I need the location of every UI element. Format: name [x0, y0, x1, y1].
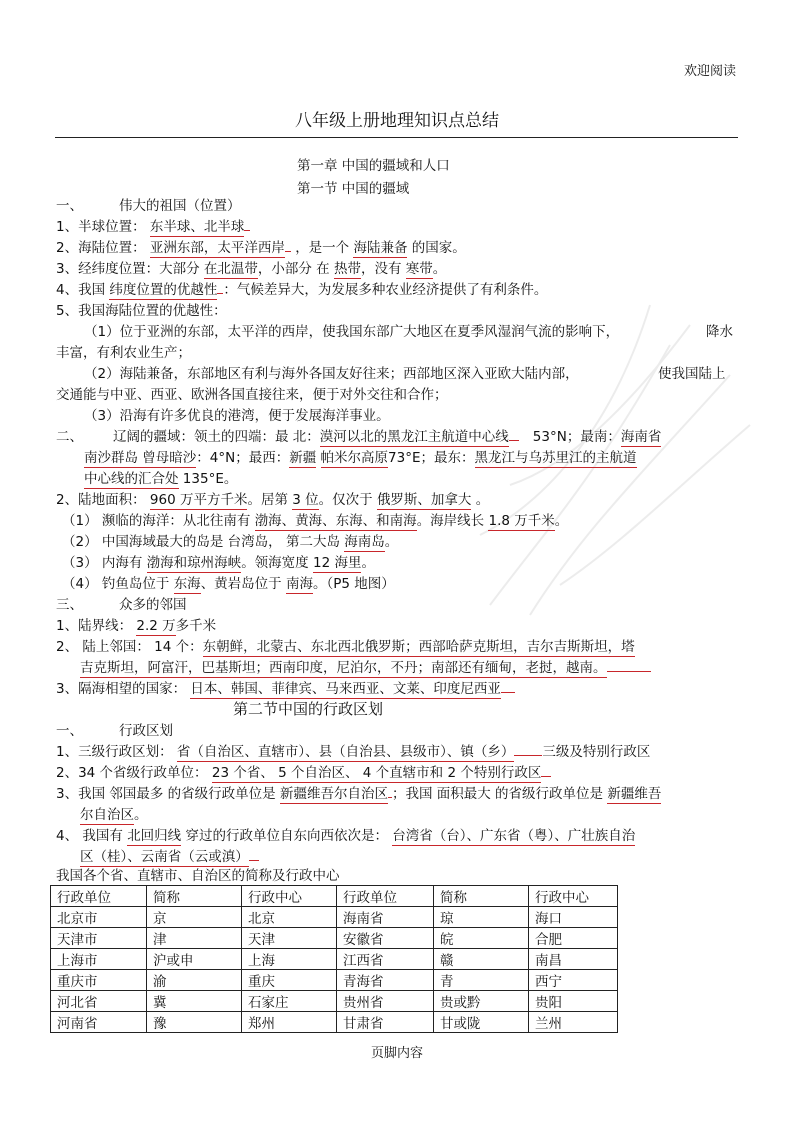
section2-line4: 尔自治区。: [80, 807, 148, 823]
title-rule: [55, 137, 738, 138]
table-cell: 海口: [529, 907, 618, 928]
section2-line1: 1、三级行政区划： 省（自治区、直辖市）、县（自治县、县级市）、镇（乡） 三级及特别行政区: [56, 744, 651, 760]
table-cell: 海南省: [337, 907, 434, 928]
table-cell: 琼: [434, 907, 529, 928]
part1-line9: 交通能与中亚、西亚、欧洲各国直接往来，便于对外交往和合作；: [56, 387, 448, 403]
part1-line8: （2）海陆兼备，东部地区有利与海外各国友好往来；西部地区深入亚欧大陆内部，: [84, 366, 579, 382]
table-header-row: [51, 886, 618, 907]
table-cell: 甘肃省: [337, 1012, 434, 1033]
table-cell: 渝: [147, 970, 242, 991]
table-cell: 西宁: [529, 970, 618, 991]
table-cell: 安徽省: [337, 928, 434, 949]
table-cell: 贵阳: [529, 991, 618, 1012]
table-row: [51, 949, 618, 970]
table-cell: 石家庄: [242, 991, 337, 1012]
table-header-cell: 简称: [434, 886, 529, 907]
part1-heading: 一、 伟大的祖国（位置）: [56, 198, 241, 214]
table-cell: 青海省: [337, 970, 434, 991]
table-cell: 重庆市: [51, 970, 147, 991]
table-cell: 北京: [242, 907, 337, 928]
header-text: 欢迎阅读: [683, 64, 736, 79]
table-caption: 我国各个省、直辖市、自治区的简称及行政中心: [56, 868, 340, 884]
table-cell: 沪或申: [147, 949, 242, 970]
part2-line6: （2） 中国海域最大的岛是 台湾岛， 第二大岛 海南岛。: [62, 534, 399, 550]
table-cell: 重庆: [242, 970, 337, 991]
part1-line8-end: 使我国陆上: [658, 366, 726, 382]
part2-line8: （4） 钓鱼岛位于 东海、黄岩岛位于 南海。（P5 地图）: [62, 576, 395, 592]
table-cell: 河北省: [51, 991, 147, 1012]
part1-line6: （1）位于亚洲的东部，太平洋的西岸，使我国东部广大地区在夏季风湿润气流的影响下，: [84, 324, 620, 340]
table-header-cell: 行政单位: [337, 886, 434, 907]
page-title: 八年级上册地理知识点总结: [295, 111, 499, 131]
table-cell: 郑州: [242, 1012, 337, 1033]
table-cell: 冀: [147, 991, 242, 1012]
section2-line6: 区（桂）、云南省（云或滇）: [80, 847, 259, 867]
part3-line2: 2、 陆上邻国： 14 个：东朝鲜，北蒙古、东北西北俄罗斯；西部哈萨克斯坦，吉尔吉斯斯坦，塔: [56, 639, 635, 655]
table-row: [51, 1012, 618, 1033]
table-cell: 上海: [242, 949, 337, 970]
table-row: [51, 991, 618, 1012]
section2-title: 第二节中国的行政区划: [233, 700, 384, 718]
table-cell: 上海市: [51, 949, 147, 970]
part2-line3: 中心线的汇合处 135°E。: [84, 471, 238, 487]
part1-line5: 5、我国海陆位置的优越性：: [56, 303, 227, 319]
table-header-cell: 行政中心: [529, 886, 618, 907]
part2-line7: （3） 内海有 渤海和琼州海峡。领海宽度 12 海里。: [62, 555, 375, 571]
part1-line6-end: 降水: [706, 324, 733, 340]
table-header-cell: 简称: [147, 886, 242, 907]
part1-line1: 1、半球位置： 东半球、北半球: [56, 217, 250, 237]
table-header-cell: 行政单位: [51, 886, 147, 907]
table-cell: 贵或黔: [434, 991, 529, 1012]
page-footer: 页脚内容: [370, 1046, 423, 1061]
part2-line4: 2、陆地面积： 960 万平方千米。居第 3 位。仅次于 俄罗斯、加拿大 。: [56, 492, 490, 508]
table-cell: 甘或陇: [434, 1012, 529, 1033]
table-cell: 京: [147, 907, 242, 928]
part1-line7: 丰富，有利农业生产；: [56, 345, 191, 361]
part1-line4: 4、我国 纬度位置的优越性 ：气候差异大，为发展多种农业经济提供了有利条件。: [56, 282, 548, 298]
province-table: [50, 885, 618, 1033]
table-header-cell: 行政中心: [242, 886, 337, 907]
table-cell: 北京市: [51, 907, 147, 928]
section-heading: 第一节 中国的疆域: [297, 181, 410, 197]
part2-line5: （1） 濒临的海洋：从北往南有 渤海、黄海、东海、和南海。海岸线长 1.8 万千米。: [62, 513, 569, 529]
table-cell: 赣: [434, 949, 529, 970]
table-row: [51, 907, 618, 928]
table-row: [51, 928, 618, 949]
part1-line10: （3）沿海有许多优良的港湾，便于发展海洋事业。: [84, 408, 390, 424]
chapter-heading: 第一章 中国的疆域和人口: [297, 158, 450, 174]
part3-line1: 1、陆界线： 2.2 万多千米: [56, 618, 217, 634]
part3-line3: 吉克斯坦，阿富汗，巴基斯坦；西南印度，尼泊尔，不丹；南部还有缅甸，老挝，越南。: [80, 658, 651, 678]
table-cell: 江西省: [337, 949, 434, 970]
section2-heading: 一、 行政区划: [56, 723, 173, 739]
table-cell: 豫: [147, 1012, 242, 1033]
part1-line2: 2、海陆位置： 亚洲东部，太平洋西岸 ，是一个 海陆兼备 的国家。: [56, 240, 466, 256]
table-cell: 青: [434, 970, 529, 991]
part3-heading: 三、 众多的邻国: [56, 597, 187, 613]
table-cell: 兰州: [529, 1012, 618, 1033]
section2-line5: 4、 我国有 北回归线 穿过的行政单位自东向西依次是： 台湾省（台）、广东省（粤）、广壮族自治: [56, 828, 636, 844]
table-cell: 天津市: [51, 928, 147, 949]
table-row: [51, 970, 618, 991]
table-cell: 皖: [434, 928, 529, 949]
table-cell: 合肥: [529, 928, 618, 949]
section2-line2: 2、34 个省级行政单位： 23 个省、 5 个自治区、 4 个直辖市和 2 个特别行政区: [56, 763, 551, 783]
part1-line3: 3、经纬度位置：大部分 在北温带，小部分 在 热带，没有 寒带。: [56, 261, 447, 277]
table-cell: 津: [147, 928, 242, 949]
table-cell: 南昌: [529, 949, 618, 970]
table-cell: 河南省: [51, 1012, 147, 1033]
part3-line4: 3、隔海相望的国家： 日本、韩国、菲律宾、马来西亚、文莱、印度尼西亚: [56, 679, 515, 699]
table-cell: 贵州省: [337, 991, 434, 1012]
section2-line3: 3、我国 邻国最多 的省级行政单位是 新疆维吾尔自治区 ；我国 面积最大 的省级行政单位是 新疆维吾: [56, 786, 662, 802]
table-cell: 天津: [242, 928, 337, 949]
part2-line2: 南沙群岛 曾母暗沙：4°N；最西：新疆 帕米尔高原73°E；最东：黑龙江与乌苏里江的主航道: [84, 450, 637, 466]
part2-line1: 二、 辽阔的疆域：领土的四端：最 北：漠河以北的黑龙江主航道中心线 53°N；最南：海南省: [56, 429, 662, 445]
